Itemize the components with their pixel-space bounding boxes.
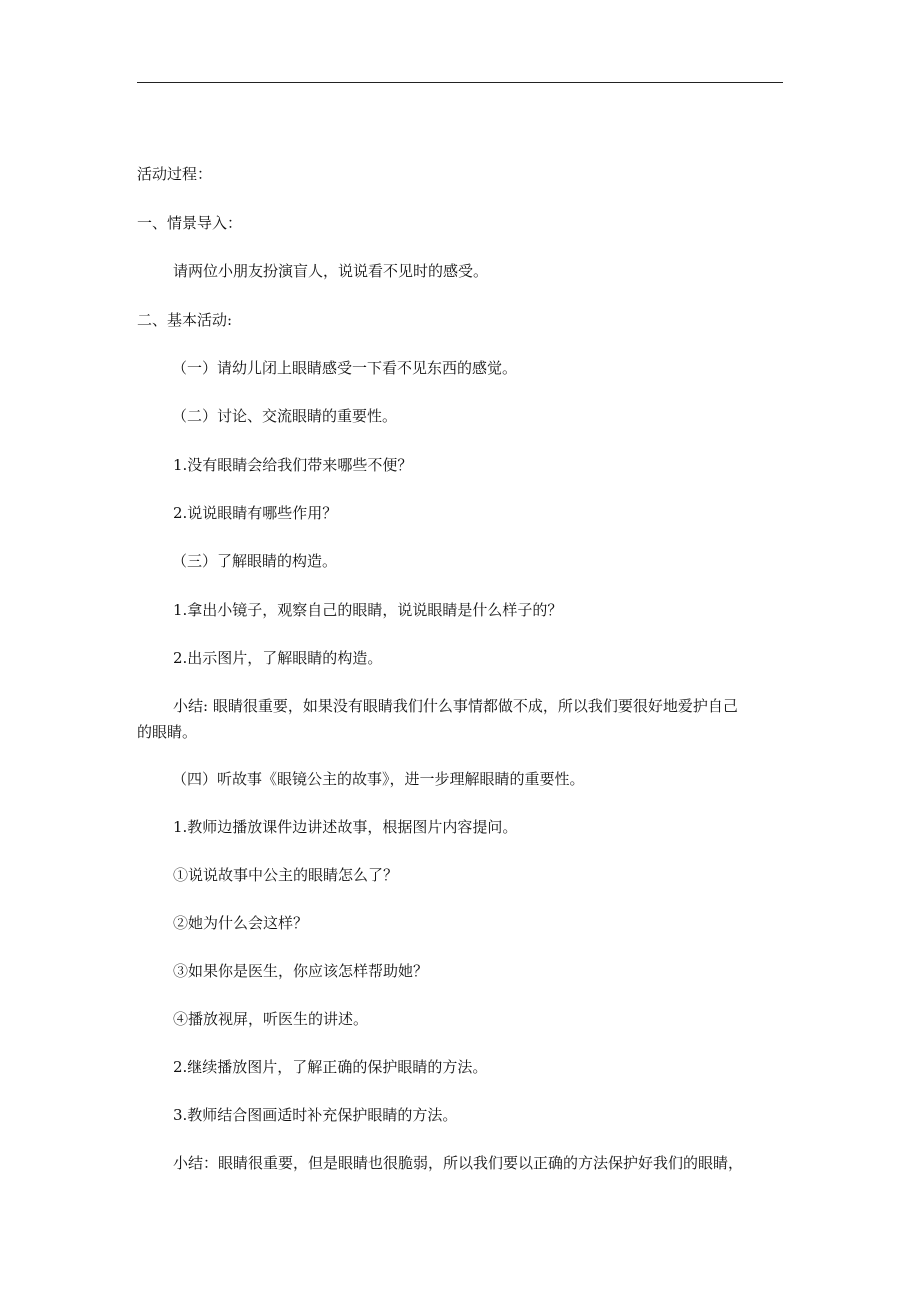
step3-activity-1: 1.拿出小镜子，观察自己的眼睛，说说眼睛是什么样子的？ — [173, 601, 563, 619]
summary-1-line-2: 的眼睛。 — [137, 723, 198, 741]
section-title: 活动过程： — [137, 165, 213, 183]
part1-text: 请两位小朋友扮演盲人，说说看不见时的感受。 — [173, 262, 489, 280]
step4-activity-2: 2.继续播放图片，了解正确的保护眼睛的方法。 — [173, 1058, 488, 1076]
summary-1-line-1: 小结: 眼睛很重要，如果没有眼睛我们什么事情都做不成，所以我们要很好地爱护自己 — [173, 697, 738, 715]
step2-question-1: 1.没有眼睛会给我们带来哪些不便？ — [173, 456, 413, 474]
step4-activity-1: 1.教师边播放课件边讲述故事，根据图片内容提问。 — [173, 818, 518, 836]
step4-question-2: ②她为什么会这样？ — [173, 914, 309, 932]
step4-question-4: ④播放视屏，听医生的讲述。 — [173, 1010, 369, 1028]
part1-heading: 一、情景导入： — [137, 214, 243, 232]
part2-heading: 二、基本活动: — [137, 311, 233, 329]
step3-activity-2: 2.出示图片，了解眼睛的构造。 — [173, 649, 383, 667]
summary-2: 小结：眼睛很重要，但是眼睛也很脆弱，所以我们要以正确的方法保护好我们的眼睛， — [173, 1154, 744, 1172]
step2: （二）讨论、交流眼睛的重要性。 — [172, 407, 398, 425]
step1: （一）请幼儿闭上眼睛感受一下看不见东西的感觉。 — [172, 359, 518, 377]
step4: （四）听故事《眼镜公主的故事》，进一步理解眼睛的重要性。 — [172, 770, 585, 788]
step3: （三）了解眼睛的构造。 — [172, 552, 338, 570]
step4-question-3: ③如果你是医生，你应该怎样帮助她？ — [173, 962, 429, 980]
step2-question-2: 2.说说眼睛有哪些作用？ — [173, 504, 338, 522]
step4-activity-3: 3.教师结合图画适时补充保护眼睛的方法。 — [173, 1106, 458, 1124]
header-rule — [137, 82, 783, 83]
step4-question-1: ①说说故事中公主的眼睛怎么了？ — [173, 866, 399, 884]
